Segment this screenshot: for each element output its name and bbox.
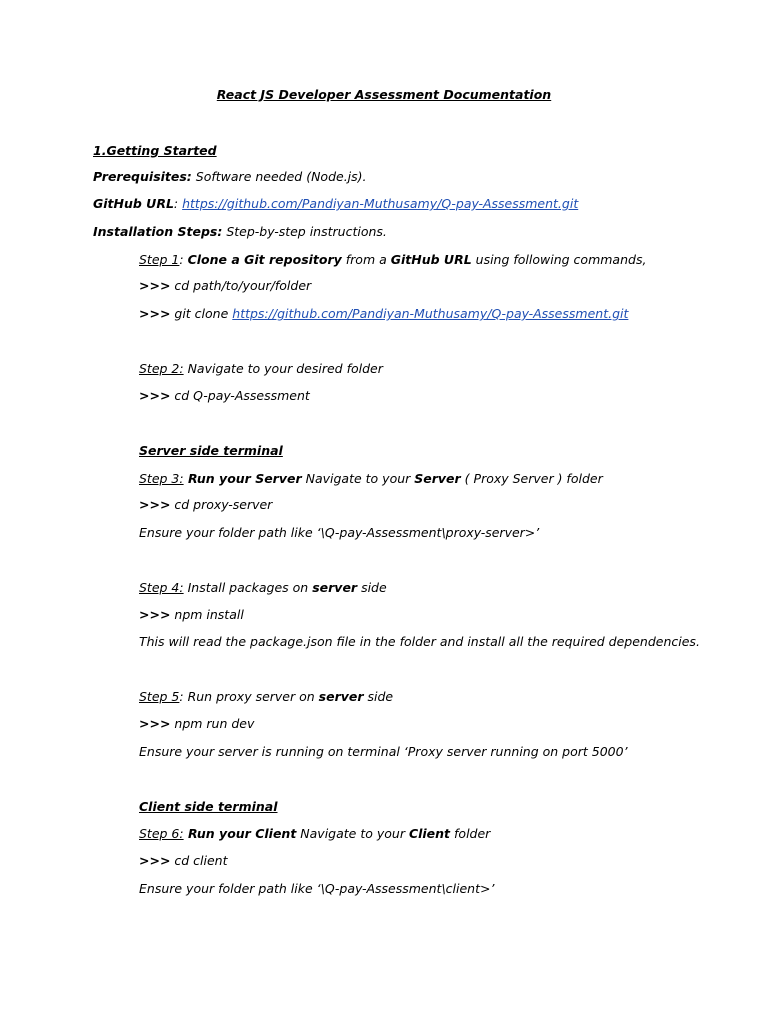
step-3-note: Ensure your folder path like ‘\Q-pay-Assessment\proxy-server>’: [139, 525, 540, 540]
github-url-line: GitHub URL: https://github.com/Pandiyan-Muthusamy/Q-pay-Assessment.git: [93, 196, 579, 211]
step-1-command-2: >>> git clone https://github.com/Pandiyan-Muthusamy/Q-pay-Assessment.git: [139, 306, 629, 321]
step-3-command: >>> cd proxy-server: [139, 497, 273, 512]
github-url-label: GitHub URL: [93, 196, 174, 211]
getting-started-heading: 1.Getting Started: [93, 143, 217, 158]
step-5-command: >>> npm run dev: [139, 716, 255, 731]
step-4-note: This will read the package.json file in the folder and install all the required dependencies.: [139, 634, 700, 649]
step-4-label: Step 4:: [139, 580, 184, 595]
client-side-heading: Client side terminal: [139, 799, 278, 814]
server-side-heading: Server side terminal: [139, 443, 283, 458]
step-1-label: Step 1: [139, 252, 180, 267]
document-title: React JS Developer Assessment Documentation: [216, 87, 552, 102]
step-1-command-1: >>> cd path/to/your/folder: [139, 278, 312, 293]
git-clone-url-link[interactable]: https://github.com/Pandiyan-Muthusamy/Q-pay-Assessment.git: [232, 306, 629, 321]
step-2-label: Step 2:: [139, 361, 184, 376]
step-5-note: Ensure your server is running on terminal ‘Proxy server running on port 5000’: [139, 744, 628, 759]
step-4-line: Step 4: Install packages on server side: [139, 580, 387, 595]
step-6-command: >>> cd client: [139, 853, 228, 868]
step-3-line: Step 3: Run your Server Navigate to your Server ( Proxy Server ) folder: [139, 471, 603, 486]
step-6-line: Step 6: Run your Client Navigate to your Client folder: [139, 826, 491, 841]
installation-steps-line: Installation Steps: Step-by-step instructions.: [93, 224, 387, 239]
step-1-line: Step 1: Clone a Git repository from a GitHub URL using following commands,: [139, 252, 647, 267]
step-3-label: Step 3:: [139, 471, 184, 486]
step-2-line: Step 2: Navigate to your desired folder: [139, 361, 383, 376]
prerequisites-line: [93, 168, 367, 186]
step-4-command: >>> npm install: [139, 607, 244, 622]
prerequisites-text: Software needed (Node.js).: [191, 169, 367, 184]
step-5-line: Step 5: Run proxy server on server side: [139, 689, 394, 704]
step-6-label: Step 6:: [139, 826, 184, 841]
github-url-link[interactable]: https://github.com/Pandiyan-Muthusamy/Q-pay-Assessment.git: [182, 196, 579, 211]
step-5-label: Step 5: [139, 689, 180, 704]
installation-steps-label: Installation Steps:: [93, 224, 223, 239]
step-2-command: >>> cd Q-pay-Assessment: [139, 388, 310, 403]
prerequisites-label: Prerequisites:: [93, 169, 192, 184]
step-6-note: Ensure your folder path like ‘\Q-pay-Assessment\client>’: [139, 881, 495, 896]
